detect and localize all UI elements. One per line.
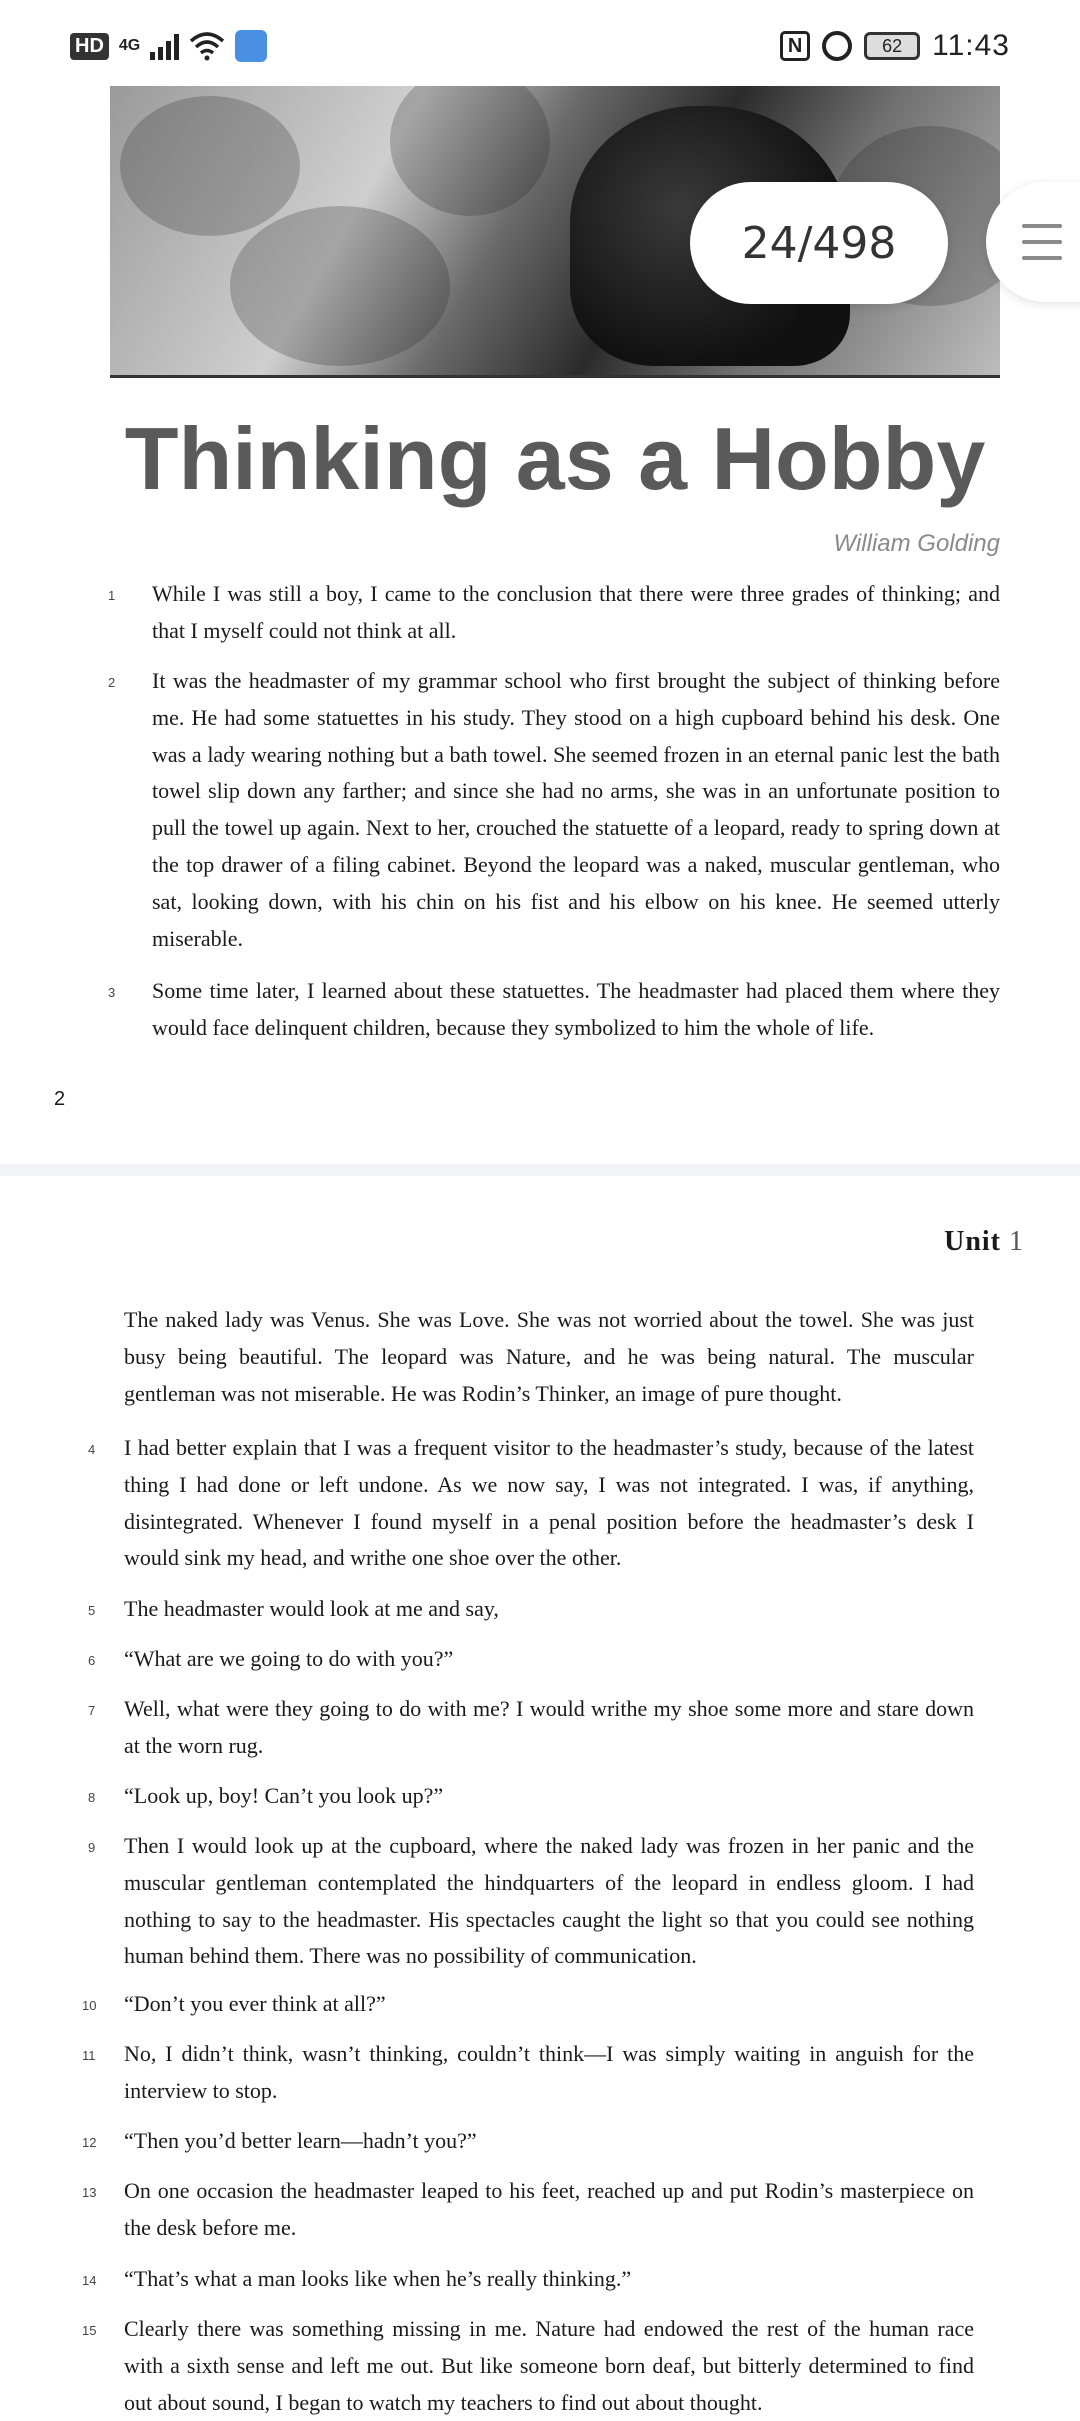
signal-icon — [150, 32, 179, 60]
page-counter[interactable]: 24/498 — [690, 182, 948, 304]
page-number: 2 — [54, 1088, 66, 1110]
paragraph: It was the headmaster of my grammar school who first brought the subject of thinking before me. He had some statuettes in his study. They stood on a high cupboard behind his desk. One was a lady wearing nothing but a bath towel. She seemed frozen in an eternal panic lest the bath towel slip down any farther; and since she had no arms, she was in an unfortunate position to pull the towel up again. Next to her, crouched the statuette of a leopard, ready to spring down at the top drawer of a filing cabinet. Beyond the leopard was a naked, muscular gentleman, who sat, looking down, with his chin on his fist and his elbow on his knee. He seemed utterly miserable. — [152, 668, 1000, 951]
paragraph: The headmaster would look at me and say, — [124, 1596, 499, 1621]
nfc-icon: N — [780, 31, 810, 61]
clock: 11:43 — [932, 29, 1010, 62]
paragraph: No, I didn’t think, wasn’t thinking, couldn’t think—I was simply waiting in anguish for the interview to stop. — [124, 2041, 974, 2103]
paragraph: The naked lady was Venus. She was Love. She was not worried about the towel. She was just busy being beautiful. The leopard was Nature, and he was being natural. The muscular gentleman was not miserable. He was Rodin’s Thinker, an image of pure thought. — [124, 1307, 974, 1406]
status-left — [70, 28, 267, 64]
paragraph: I had better explain that I was a frequent visitor to the headmaster’s study, because of the latest thing I had done or left undone. As we now say, I was not integrated. I was, if anything, disintegrated. Whenever I found myself in a penal position before the headmaster’s desk I would sink my head, and writhe one shoe over the other. — [124, 1435, 974, 1571]
page-separator — [0, 1164, 1080, 1176]
paragraph-number: 14 — [82, 2273, 97, 2288]
network-type: 4G — [118, 37, 141, 54]
paragraph: “That’s what a man looks like when he’s really thinking.” — [124, 2266, 632, 2291]
article-title: Thinking as a Hobby — [124, 409, 986, 508]
paragraph-number: 3 — [108, 985, 116, 1000]
paragraph-number: 11 — [82, 2048, 96, 2063]
paragraph-number: 4 — [88, 1442, 96, 1457]
paragraph-number: 7 — [88, 1703, 96, 1718]
status-right — [780, 26, 1010, 66]
battery-icon: 62 — [864, 32, 920, 60]
paragraph: “Don’t you ever think at all?” — [124, 1991, 386, 2016]
paragraph: While I was still a boy, I came to the conclusion that there were three grades of thinking; and that I myself could not think at all. — [152, 581, 1000, 643]
unit-number: 1 — [1009, 1226, 1024, 1257]
menu-icon — [1022, 224, 1062, 228]
paragraph: Then I would look up at the cupboard, where the naked lady was frozen in her panic and the muscular gentleman contemplated the hindquarters of the leopard in endless gloom. I had nothing to say to the headmaster. His spectacles caught the light so that you could see nothing human behind them. There was no possibility of communication. — [124, 1833, 974, 1969]
paragraph-number: 5 — [88, 1603, 96, 1618]
paragraph-number: 9 — [88, 1840, 96, 1855]
paragraph: “Look up, boy! Can’t you look up?” — [124, 1783, 444, 1808]
app-notification-icon — [235, 30, 267, 62]
hd-badge: HD — [70, 33, 109, 60]
wifi-icon — [189, 31, 225, 61]
paragraph-number: 1 — [108, 588, 116, 603]
menu-button[interactable] — [986, 182, 1080, 302]
paragraph-number: 8 — [88, 1790, 96, 1805]
article-author: William Golding — [833, 530, 1000, 557]
paragraph-number: 12 — [82, 2135, 97, 2150]
paragraph-number: 15 — [82, 2323, 97, 2338]
paragraph: “Then you’d better learn—hadn’t you?” — [124, 2128, 477, 2153]
paragraph-number: 6 — [88, 1653, 96, 1668]
paragraph: On one occasion the headmaster leaped to his feet, reached up and put Rodin’s masterpiece on the desk before me. — [124, 2178, 974, 2240]
paragraph-number: 13 — [82, 2185, 97, 2200]
paragraph: Clearly there was something missing in me. Nature had endowed the rest of the human race with a sixth sense and left me out. But like someone born deaf, but bitterly determined to find out about sound, I began to watch my teachers to find out about thought. — [124, 2316, 974, 2415]
paragraph-number: 10 — [82, 1998, 97, 2013]
divider — [110, 375, 1000, 378]
status-bar — [0, 0, 1080, 90]
unit-text: Unit — [944, 1226, 1001, 1257]
paragraph: “What are we going to do with you?” — [124, 1646, 454, 1671]
alarm-icon — [822, 31, 852, 61]
paragraph: Some time later, I learned about these statuettes. The headmaster had placed them where they would face delinquent children, because they symbolized to him the whole of life. — [152, 978, 1000, 1040]
paragraph: Well, what were they going to do with me? I would writhe my shoe some more and stare down at the worn rug. — [124, 1696, 974, 1758]
unit-label — [944, 1226, 1024, 1258]
paragraph-number: 2 — [108, 675, 116, 690]
